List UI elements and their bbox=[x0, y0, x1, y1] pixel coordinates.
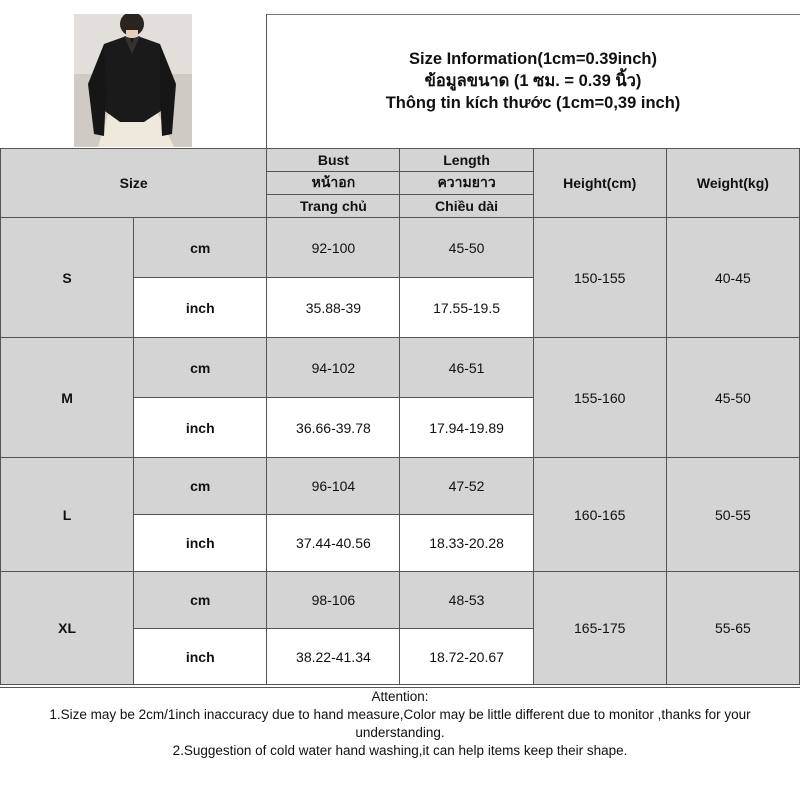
bust-inch: 38.22-41.34 bbox=[267, 629, 400, 685]
unit-inch: inch bbox=[134, 398, 267, 458]
size-label: S bbox=[1, 218, 134, 338]
size-label: L bbox=[1, 458, 134, 572]
bust-inch: 36.66-39.78 bbox=[267, 398, 400, 458]
bust-header-th: หน้าอก bbox=[267, 172, 400, 195]
length-inch: 17.94-19.89 bbox=[400, 398, 533, 458]
attention-note-1: 1.Size may be 2cm/1inch inaccuracy due to hand measure,Color may be little different due to monitor ,thanks for your understanding. bbox=[49, 707, 751, 740]
weight-value: 55-65 bbox=[666, 572, 799, 685]
attention-title: Attention: bbox=[371, 689, 429, 704]
product-image bbox=[74, 14, 192, 147]
table-row bbox=[1, 572, 800, 629]
weight-value: 40-45 bbox=[666, 218, 799, 338]
unit-inch: inch bbox=[134, 278, 267, 338]
unit-cm: cm bbox=[134, 458, 267, 515]
table-row bbox=[1, 218, 800, 278]
attention-notes bbox=[0, 687, 800, 801]
size-header: Size bbox=[1, 149, 267, 218]
height-header: Height(cm) bbox=[533, 149, 666, 218]
length-inch: 18.33-20.28 bbox=[400, 515, 533, 572]
unit-cm: cm bbox=[134, 218, 267, 278]
table-row bbox=[1, 458, 800, 515]
bust-cm: 98-106 bbox=[267, 572, 400, 629]
length-inch: 17.55-19.5 bbox=[400, 278, 533, 338]
unit-cm: cm bbox=[134, 338, 267, 398]
bust-cm: 94-102 bbox=[267, 338, 400, 398]
bust-cm: 92-100 bbox=[267, 218, 400, 278]
length-cm: 48-53 bbox=[400, 572, 533, 629]
size-label: XL bbox=[1, 572, 134, 685]
attention-note-2: 2.Suggestion of cold water hand washing,it can help items keep their shape. bbox=[172, 743, 628, 758]
size-info-english: Size Information(1cm=0.39inch) bbox=[408, 50, 658, 68]
bust-header-vi: Trang chủ bbox=[267, 195, 400, 218]
unit-cm: cm bbox=[134, 572, 267, 629]
height-value: 150-155 bbox=[533, 218, 666, 338]
length-inch: 18.72-20.67 bbox=[400, 629, 533, 685]
length-header-vi: Chiều dài bbox=[400, 195, 533, 218]
weight-header: Weight(kg) bbox=[666, 149, 799, 218]
bust-cm: 96-104 bbox=[267, 458, 400, 515]
unit-inch: inch bbox=[134, 515, 267, 572]
length-cm: 46-51 bbox=[400, 338, 533, 398]
size-info-thai: ข้อมูลขนาด (1 ซม. = 0.39 นิ้ว) bbox=[424, 72, 642, 90]
length-cm: 45-50 bbox=[400, 218, 533, 278]
height-value: 155-160 bbox=[533, 338, 666, 458]
length-header-en: Length bbox=[400, 149, 533, 172]
table-row bbox=[1, 338, 800, 398]
size-information-header bbox=[266, 14, 800, 148]
size-table bbox=[0, 148, 800, 685]
bust-header-en: Bust bbox=[267, 149, 400, 172]
bust-inch: 37.44-40.56 bbox=[267, 515, 400, 572]
length-header-th: ความยาว bbox=[400, 172, 533, 195]
length-cm: 47-52 bbox=[400, 458, 533, 515]
bust-inch: 35.88-39 bbox=[267, 278, 400, 338]
height-value: 165-175 bbox=[533, 572, 666, 685]
size-info-vietnamese: Thông tin kích thước (1cm=0,39 inch) bbox=[385, 94, 681, 112]
size-label: M bbox=[1, 338, 134, 458]
unit-inch: inch bbox=[134, 629, 267, 685]
product-photo bbox=[74, 14, 192, 147]
weight-value: 50-55 bbox=[666, 458, 799, 572]
weight-value: 45-50 bbox=[666, 338, 799, 458]
height-value: 160-165 bbox=[533, 458, 666, 572]
